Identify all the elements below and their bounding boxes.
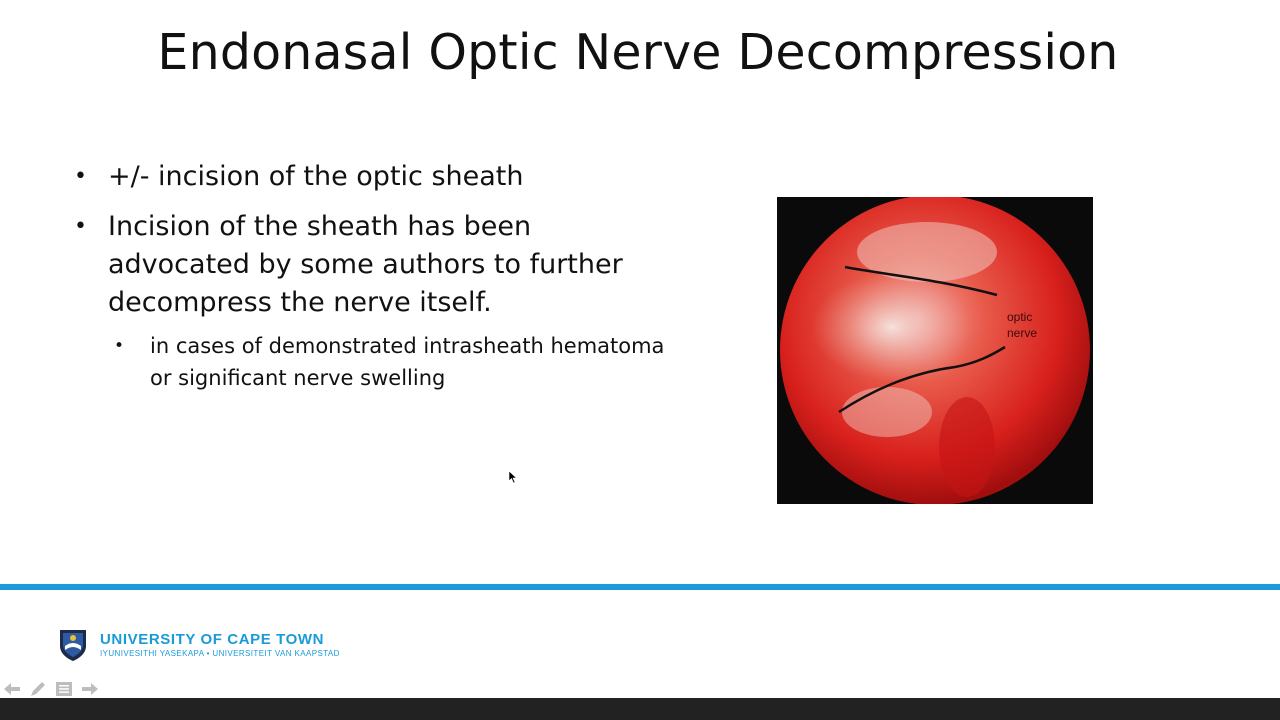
sub-bullet-item [108,330,670,394]
university-logo [58,627,340,663]
slide-menu-icon [56,682,72,696]
mouse-cursor-icon [509,471,517,483]
player-bottom-bar [0,698,1280,720]
previous-arrow-icon [3,682,21,696]
endoscopic-view-graphic [777,197,1093,504]
footer-divider [0,584,1280,590]
pen-tool-button[interactable] [28,680,48,698]
slide-controls [2,680,100,698]
bullet-dot-icon: • [114,336,125,356]
university-crest-icon [58,628,88,662]
bullet-text: +/- incision of the optic sheath [108,161,524,192]
bullet-list [70,158,670,406]
logo-text [100,631,340,659]
slide-title: Endonasal Optic Nerve Decompression [157,24,1119,81]
image-annotation: nerve [1007,326,1038,340]
bullet-item [70,158,670,196]
endoscopic-image [777,197,1093,504]
pen-icon [29,680,47,698]
next-arrow-icon [81,682,99,696]
previous-slide-button[interactable] [2,680,22,698]
next-slide-button[interactable] [80,680,100,698]
image-annotation: optic [1007,310,1033,324]
bullet-text: Incision of the sheath has been advocated by some authors to further decompress the nerve itself. [108,211,623,318]
sub-bullet-text: in cases of demonstrated intrasheath hematoma or significant nerve swelling [150,334,665,390]
university-subtitle: IYUNIVESITHI YASEKAPA • UNIVERSITEIT VAN KAAPSTAD [100,649,340,658]
slide-menu-button[interactable] [54,680,74,698]
university-name: UNIVERSITY OF CAPE TOWN [100,631,325,648]
sub-bullet-list [108,330,670,394]
bullet-dot-icon: • [74,214,87,239]
bullet-item [70,208,670,394]
bullet-dot-icon: • [74,164,87,189]
